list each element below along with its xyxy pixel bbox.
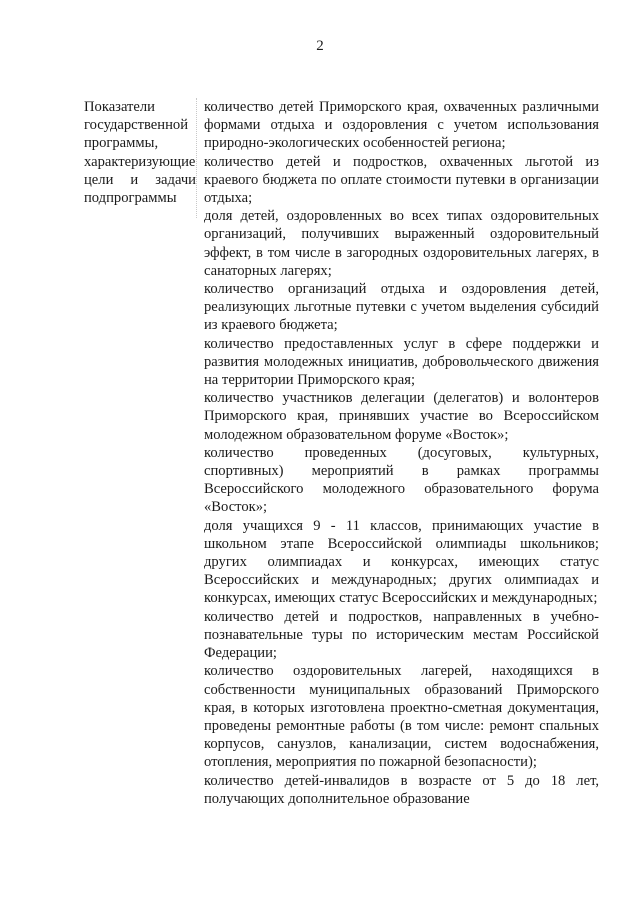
indicator-item: доля детей, оздоровленных во всех типах оздоровительных организаций, получивших выраженный оздоровительный эффект, в том числе в загородных оздоровительных лагерях, в санаторных лагерях; [204, 208, 599, 279]
heading-line: программы, [84, 135, 159, 152]
indicator-item: количество проведенных (досуговых, культурных, спортивных) мероприятий в рамках программы Всероссийского молодежного образовательного форума «Восток»; [204, 444, 599, 516]
indicator-item: количество предоставленных услуг в сфере поддержки и развития молодежных инициатив, добровольческого движения на территории Приморского края; [204, 335, 599, 389]
indicators-list [204, 98, 599, 808]
indicator-item: доля учащихся 9 - 11 классов, принимающих участие в школьном этапе Всероссийской олимпиады школьников; других олимпиадах и конкурсах, имеющих статус Всероссийских и международных; других олимпиадах и конкурсах, имеющих статус Всероссийских и международных; [204, 517, 599, 607]
indicator-item: количество детей и подростков, охваченных льготой из краевого бюджета по оплате стоимости путевки в организации отдыха; [204, 153, 599, 207]
indicator-item: количество участников делегации (делегатов) и волонтеров Приморского края, принявших участие во Всероссийском молодежном образовательном форуме «Восток»; [204, 390, 599, 443]
page-number: 2 [316, 38, 324, 54]
heading-line: государственной [84, 117, 189, 134]
indicator-item: количество организаций отдыха и оздоровления детей, реализующих льготные путевки с учетом выделения субсидий из краевого бюджета; [204, 281, 599, 334]
indicator-item: количество детей Приморского края, охваченных различными формами отдыха и оздоровления с учетом использования природно-экологических особенностей региона; [204, 99, 599, 152]
indicators-heading [84, 98, 196, 207]
indicator-item: количество детей и подростков, направленных в учебно-познавательные туры по историческим местам Российской Федерации; [204, 608, 599, 662]
heading-line: характеризующие [84, 153, 196, 170]
heading-line: подпрограммы [84, 190, 177, 207]
margin-dotted-rule [196, 98, 198, 218]
indicator-item: количество детей-инвалидов в возрасте от 5 до 18 лет, получающих дополнительное образование [204, 772, 599, 807]
heading-line: Показатели [84, 99, 155, 115]
indicator-item: количество оздоровительных лагерей, находящихся в собственности муниципальных образований Приморского края, в которых изготовлена проектно-сметная документация, проведены ремонтные работы (в том числе: ремонт спальных корпусов, санузлов, канализации, систем водоснабжения, отопления, мероприятия по пожарной безопасности); [204, 663, 599, 771]
heading-line: цели и задачи [84, 171, 196, 188]
